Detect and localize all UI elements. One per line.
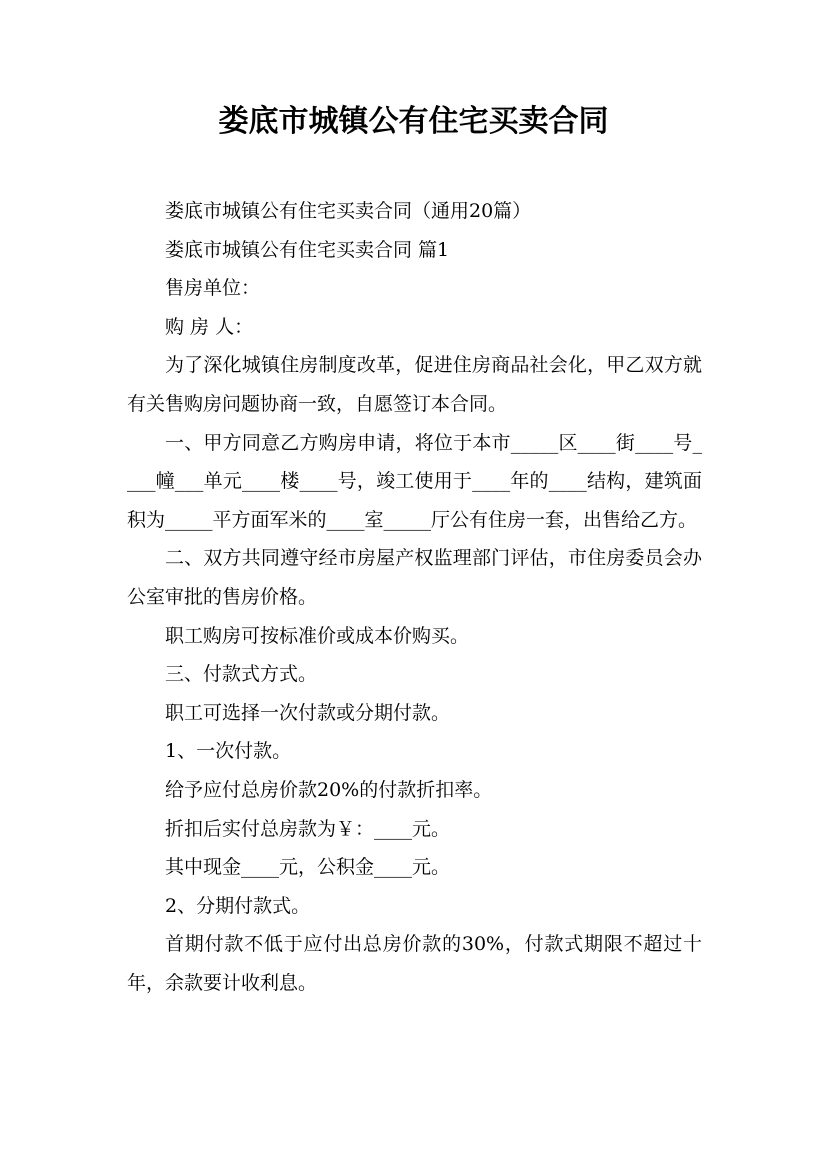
paragraph-payment-choice: 职工可选择一次付款或分期付款。 [165, 701, 451, 724]
paragraph-clause-2: 二、双方共同遵守经市房屋产权监理部门评估，市住房委员会办公室审批的售房价格。 [127, 547, 702, 608]
paragraph-net-amount: 折扣后实付总房款为￥：____元。 [165, 817, 451, 840]
paragraph-clause-1: 一、甲方同意乙方购房申请，将位于本市_____区____街____号____幢___单元____楼____号，竣工使用于____年的____结构，建筑面积为_____平方面军米的____室_____厅公有住房一套，出售给乙方。 [127, 431, 702, 531]
paragraph-clause-3: 三、付款式方式。 [165, 663, 318, 686]
paragraph-cash-fund: 其中现金____元，公积金____元。 [165, 856, 451, 879]
document-body [127, 192, 702, 1002]
paragraph-seller: 售房单位： [165, 277, 261, 300]
paragraph-subtitle: 娄底市城镇公有住宅买卖合同（通用20篇） [165, 200, 532, 222]
paragraph-one-time: 1、一次付款。 [165, 740, 292, 763]
paragraph-buyer: 购 房 人： [165, 315, 254, 338]
document-title: 娄底市城镇公有住宅买卖合同 [218, 104, 609, 139]
paragraph-down-payment: 首期付款不低于应付出总房价款的30%，付款式期限不超过十年，余款要计收利息。 [127, 933, 702, 994]
paragraph-discount: 给予应付总房价款20%的付款折扣率。 [165, 778, 493, 801]
paragraph-price-note: 职工购房可按标准价或成本价购买。 [165, 624, 470, 647]
paragraph-section-heading: 娄底市城镇公有住宅买卖合同 篇1 [165, 238, 450, 261]
paragraph-installment: 2、分期付款式。 [165, 894, 311, 917]
paragraph-preamble: 为了深化城镇住房制度改革，促进住房商品社会化，甲乙双方就有关售购房问题协商一致，自愿签订本合同。 [127, 354, 702, 415]
